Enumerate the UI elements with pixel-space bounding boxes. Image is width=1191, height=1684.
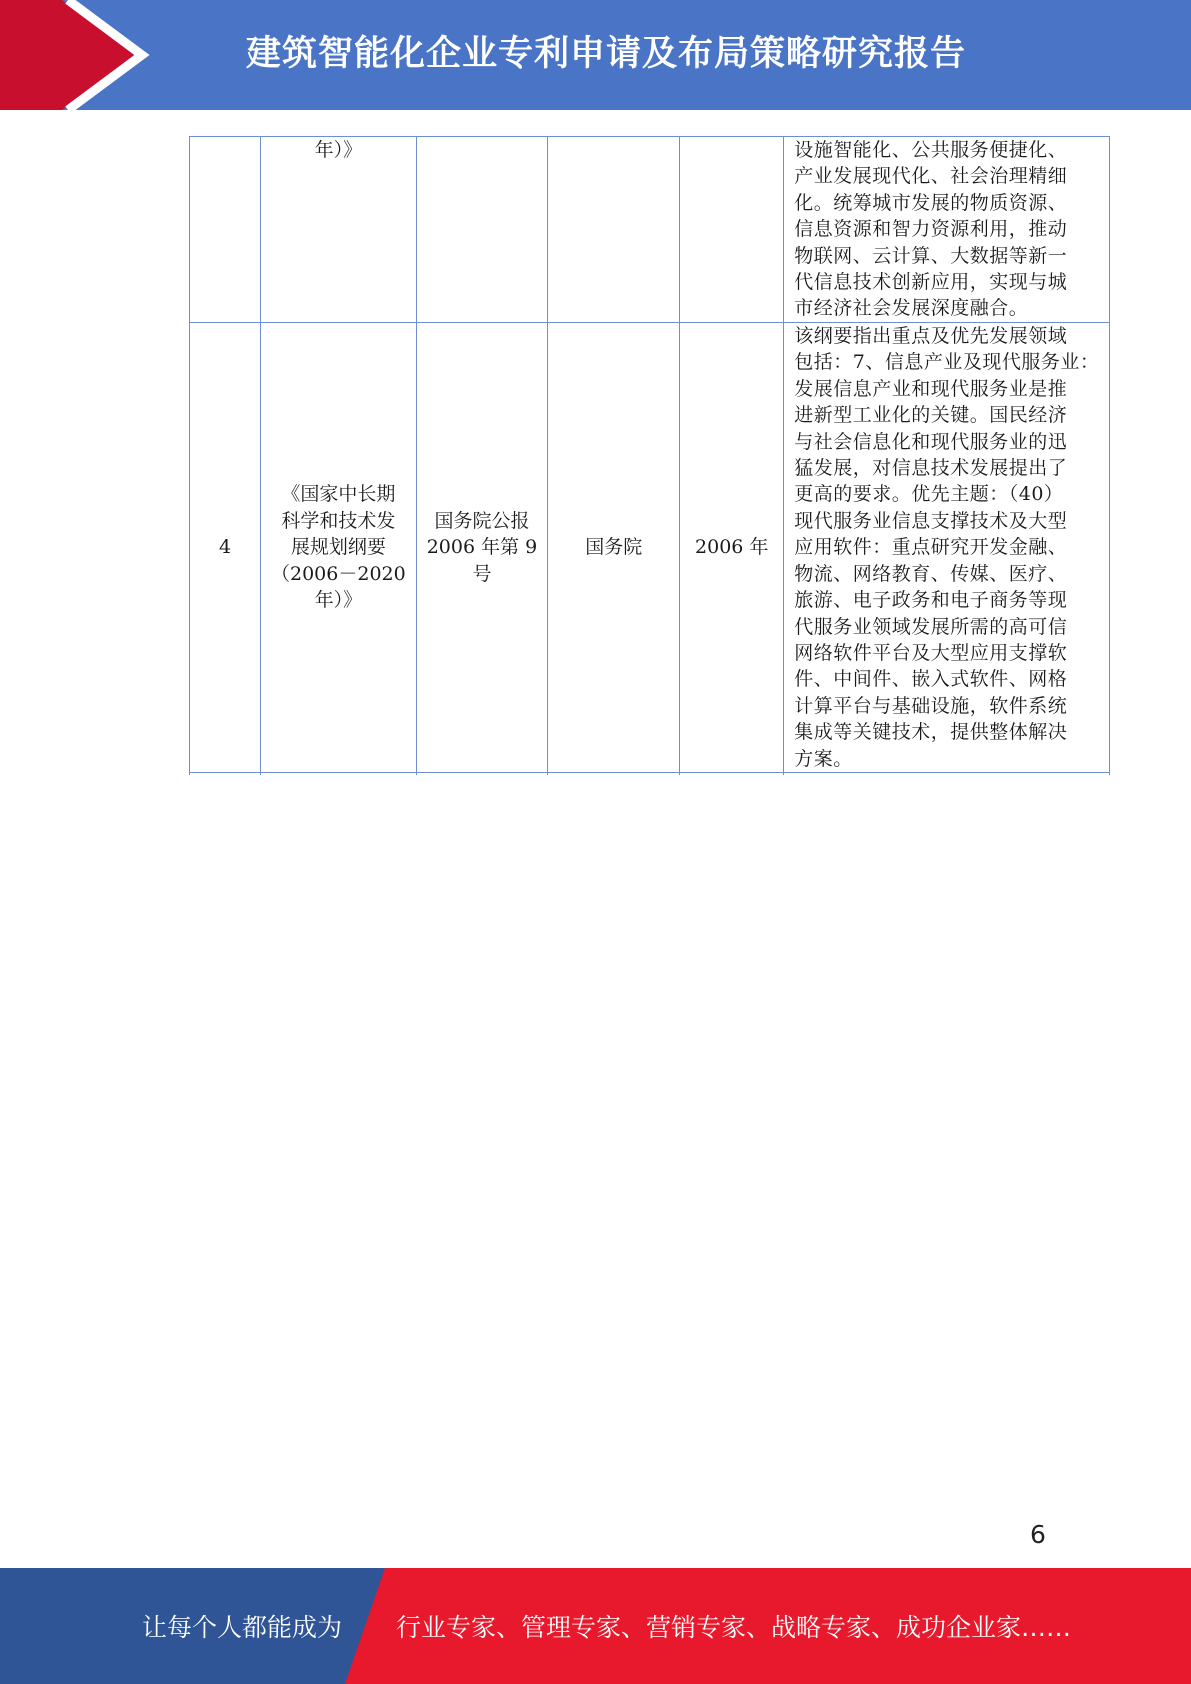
description-line: 更高的要求。优先主题：（40） bbox=[794, 483, 1064, 506]
description-line: 包括：7、信息产业及现代服务业： bbox=[794, 351, 1100, 374]
report-title: 建筑智能化企业专利申请及布局策略研究报告 bbox=[246, 34, 967, 74]
description-line: 信息资源和智力资源利用，推动 bbox=[794, 218, 1068, 241]
footer-slogan-left: 让每个人都能成为 bbox=[142, 1613, 343, 1642]
doc-number-cell bbox=[416, 323, 548, 773]
description-line: 集成等关键技术，提供整体解决 bbox=[794, 721, 1068, 744]
page-footer bbox=[0, 1568, 1191, 1684]
description-line: 旅游、电子政务和电子商务等现 bbox=[794, 589, 1068, 612]
footer-slogan-right: 行业专家、管理专家、营销专家、战略专家、成功企业家…… bbox=[396, 1613, 1072, 1642]
doc-number-line: 号 bbox=[472, 562, 492, 585]
page-header bbox=[0, 0, 1191, 110]
year-cell: 2006 年 bbox=[680, 323, 784, 773]
policy-title-cell bbox=[261, 137, 417, 323]
no-cell bbox=[190, 137, 261, 323]
description-line: 代服务业领域发展所需的高可信 bbox=[794, 615, 1068, 638]
table-row bbox=[190, 137, 1110, 323]
description-line: 件、中间件、嵌入式软件、网格 bbox=[794, 668, 1068, 691]
description-line: 方案。 bbox=[794, 747, 853, 770]
description-line: 物联网、云计算、大数据等新一 bbox=[794, 244, 1068, 267]
description-line: 现代服务业信息支撑技术及大型 bbox=[794, 509, 1068, 532]
description-line: 与社会信息化和现代服务业的迅 bbox=[794, 430, 1068, 453]
policy-title-line: 年）》 bbox=[314, 139, 363, 161]
doc-number-line: 国务院公报 bbox=[434, 509, 530, 532]
description-line: 猛发展，对信息技术发展提出了 bbox=[794, 457, 1068, 480]
table-row bbox=[190, 323, 1110, 773]
policy-title-line: 年）》 bbox=[314, 589, 363, 612]
policy-title-cell bbox=[261, 323, 417, 773]
policy-title-line: 科学和技术发 bbox=[281, 509, 396, 532]
description-line: 产业发展现代化、社会治理精细 bbox=[794, 165, 1068, 188]
policy-table bbox=[189, 136, 1110, 775]
policy-title-line: （2006－2020 bbox=[271, 562, 406, 585]
description-line: 化。统筹城市发展的物质资源、 bbox=[794, 191, 1068, 214]
header-arrow-decoration bbox=[0, 0, 170, 110]
description-line: 应用软件：重点研究开发金融、 bbox=[794, 536, 1068, 559]
description-cell bbox=[784, 323, 1110, 773]
table-row-stub bbox=[190, 773, 1110, 776]
doc-number-cell bbox=[416, 137, 548, 323]
description-cell bbox=[784, 137, 1110, 323]
description-line: 进新型工业化的关键。国民经济 bbox=[794, 404, 1068, 427]
description-line: 设施智能化、公共服务便捷化、 bbox=[794, 139, 1068, 161]
description-line: 市经济社会发展深度融合。 bbox=[794, 297, 1029, 320]
year-cell bbox=[680, 137, 784, 323]
description-line: 网络软件平台及大型应用支撑软 bbox=[794, 641, 1068, 664]
issuer-cell: 国务院 bbox=[548, 323, 680, 773]
description-line: 发展信息产业和现代服务业是推 bbox=[794, 377, 1068, 400]
description-line: 该纲要指出重点及优先发展领域 bbox=[794, 325, 1068, 348]
issuer-cell bbox=[548, 137, 680, 323]
page-number: 6 bbox=[1030, 1520, 1046, 1549]
description-line: 物流、网络教育、传媒、医疗、 bbox=[794, 562, 1068, 585]
no-cell: 4 bbox=[190, 323, 261, 773]
doc-number-line: 2006 年第 9 bbox=[426, 536, 538, 559]
description-line: 代信息技术创新应用，实现与城 bbox=[794, 271, 1068, 294]
policy-title-line: 展规划纲要 bbox=[290, 536, 386, 559]
policy-title-line: 《国家中长期 bbox=[281, 483, 396, 506]
description-line: 计算平台与基础设施，软件系统 bbox=[794, 694, 1068, 717]
